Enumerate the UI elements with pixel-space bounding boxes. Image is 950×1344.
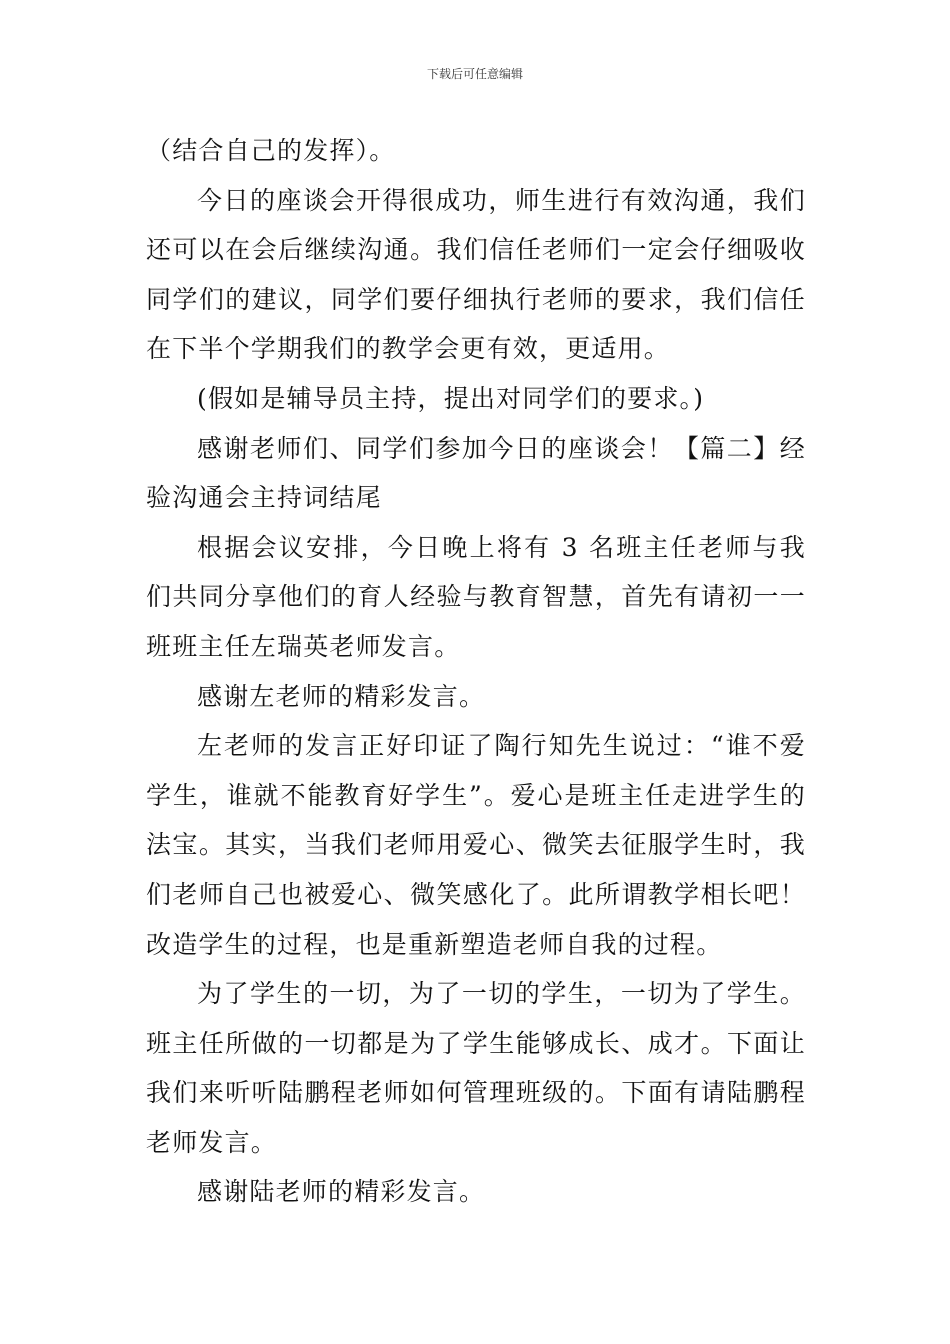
paragraph: (假如是辅导员主持，提出对同学们的要求。) [197,383,705,413]
paragraph: 感谢左老师的精彩发言。 [197,681,486,711]
paragraph: 根据会议安排，今日晚上将有 3 名班主任老师与我们共同分享他们的育人经验与教育智慧，首先有请初一一班班主任左瑞英老师发言。 [146,532,806,661]
document-body [146,126,806,1217]
paragraph: 感谢老师们、同学们参加今日的座谈会！【篇二】经验沟通会主持词结尾 [146,433,806,513]
page-header: 下载后可任意编辑 [426,67,523,81]
paragraph: （结合自己的发挥）。 [146,136,396,165]
paragraph: 感谢陆老师的精彩发言。 [197,1177,486,1207]
paragraph: 今日的座谈会开得很成功，师生进行有效沟通，我们还可以在会后继续沟通。我们信任老师们一定会仔细吸收同学们的建议，同学们要仔细执行老师的要求，我们信任在下半个学期我们的教学会更有效，更适用。 [146,185,806,364]
paragraph: 左老师的发言正好印证了陶行知先生说过：“谁不爱学生，谁就不能教育好学生”。爱心是班主任走进学生的法宝。其实，当我们老师用爱心、微笑去征服学生时，我们老师自己也被爱心、微笑感化了。此所谓教学相长吧！改造学生的过程，也是重新塑造老师自我的过程。 [146,731,806,959]
paragraph: 为了学生的一切，为了一切的学生，一切为了学生。班主任所做的一切都是为了学生能够成长、成才。下面让我们来听听陆鹏程老师如何管理班级的。下面有请陆鹏程老师发言。 [146,979,806,1157]
